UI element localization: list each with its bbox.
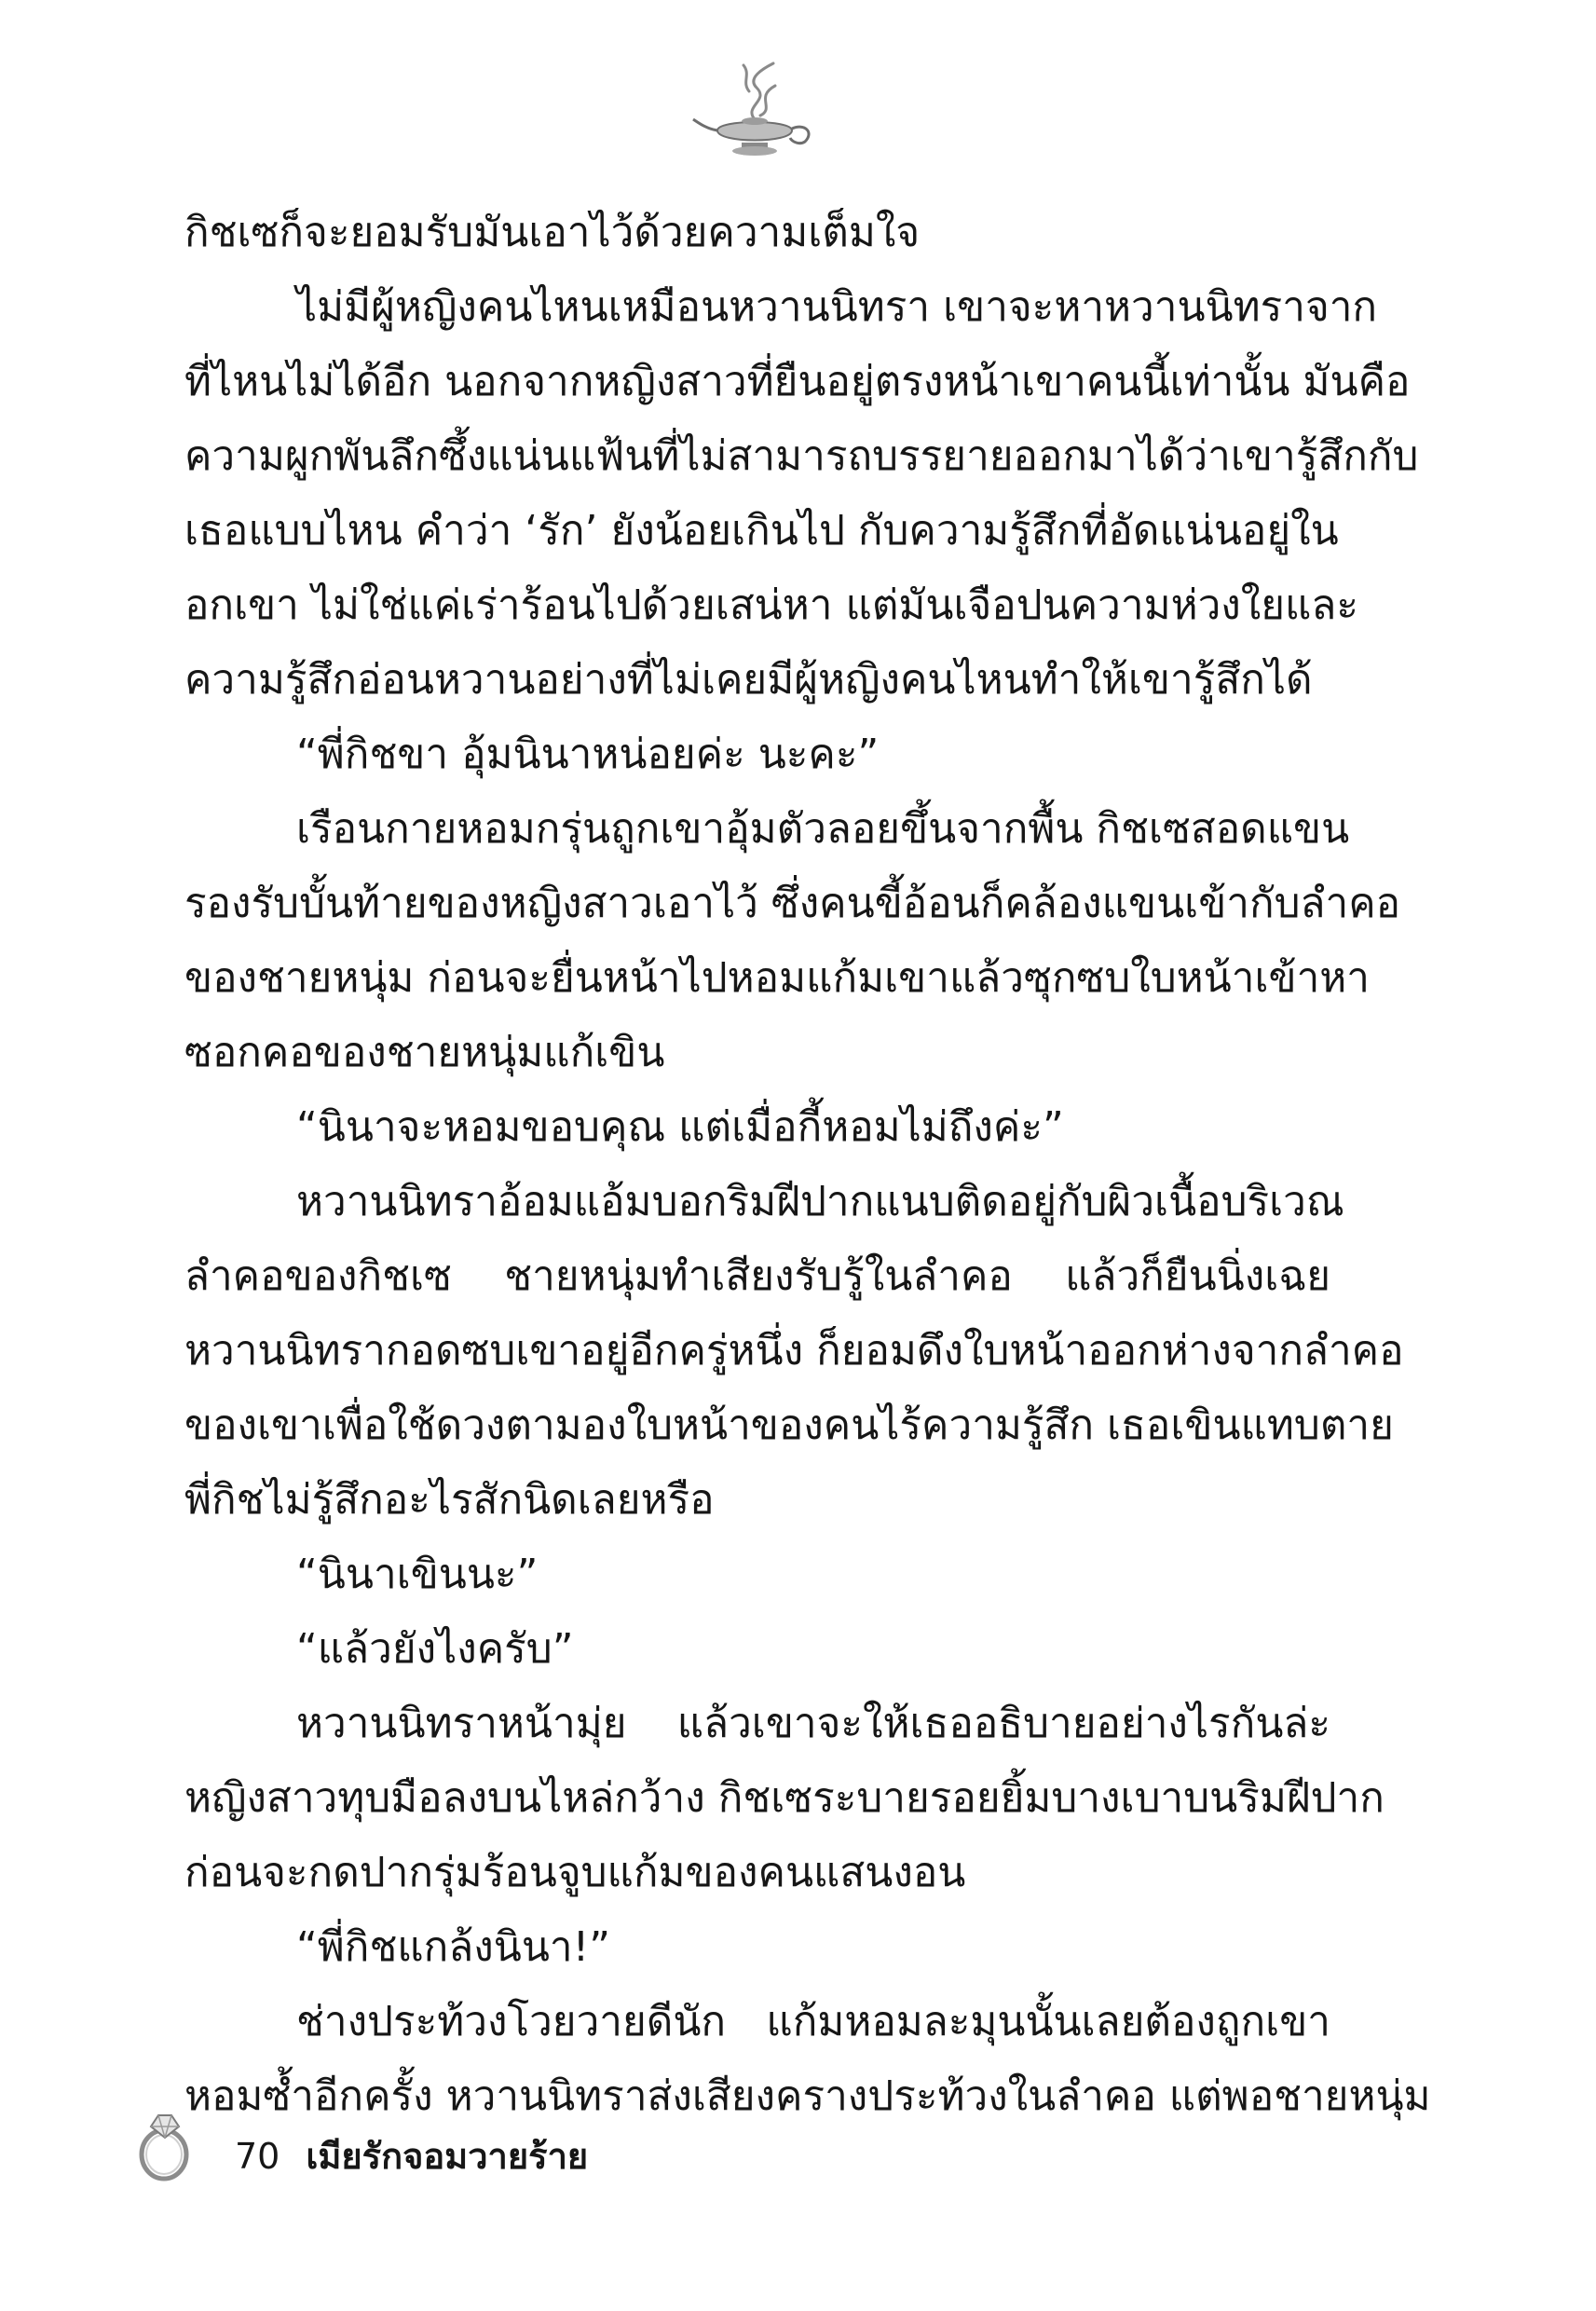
book-title: เมียรักจอมวายร้าย <box>306 2136 589 2177</box>
text-line: หญิงสาวทุบมือลงบนไหล่กว้าง กิชเซระบายรอยยิ้มบางเบาบนริมฝีปาก <box>184 1774 1385 1822</box>
text-line: ของเขาเพื่อใช้ดวงตามองใบหน้าของคนไร้ความรู้สึก เธอเขินแทบตาย <box>184 1402 1394 1449</box>
text-line: ลำคอของกิชเซ ชายหนุ่มทำเสียงรับรู้ในลำคอ แล้วก็ยืนนิ่งเฉย <box>184 1252 1330 1300</box>
text-line: ของชายหนุ่ม ก่อนจะยื่นหน้าไปหอมแก้มเขาแล้วซุกซบใบหน้าเข้าหา <box>184 954 1371 1002</box>
text-line: อกเขา ไม่ใช่แค่เร่าร้อนไปด้วยเสน่หา แต่มันเจือปนความห่วงใยและ <box>184 581 1358 629</box>
text-line: “นินาเขินนะ” <box>296 1551 539 1598</box>
text-line: ก่อนจะกดปากรุ่มร้อนจูบแก้มของคนแสนงอน <box>184 1849 966 1896</box>
text-line: “นินาจะหอมขอบคุณ แต่เมื่อกี้หอมไม่ถึงค่ะ” <box>296 1103 1064 1151</box>
text-line: ซอกคอของชายหนุ่มแก้เขิน <box>184 1029 665 1076</box>
text-line: เธอแบบไหน คำว่า ‘รัก’ ยังน้อยเกินไป กับความรู้สึกที่อัดแน่นอยู่ใน <box>184 507 1339 554</box>
diamond-ring-icon <box>130 2108 196 2182</box>
text-line: “พี่กิชแกล้งนินา!” <box>296 1923 611 1971</box>
text-line: ความรู้สึกอ่อนหวานอย่างที่ไม่เคยมีผู้หญิงคนไหนทำให้เขารู้สึกได้ <box>184 656 1313 704</box>
text-line: “พี่กิชขา อุ้มนินาหน่อยค่ะ นะคะ” <box>296 731 880 778</box>
text-line: หวานนิทรากอดซบเขาอยู่อีกครู่หนึ่ง ก็ยอมดึงใบหน้าออกห่างจากลำคอ <box>184 1327 1404 1374</box>
text-line: ไม่มีผู้หญิงคนไหนเหมือนหวานนิทรา เขาจะหาหวานนิทราจาก <box>296 283 1378 331</box>
text-line: พี่กิชไม่รู้สึกอะไรสักนิดเลยหรือ <box>184 1476 715 1524</box>
text-line: หวานนิทราอ้อมแอ้มบอกริมฝีปากแนบติดอยู่กับผิวเนื้อบริเวณ <box>296 1178 1344 1225</box>
text-line: “แล้วยังไงครับ” <box>296 1625 574 1673</box>
text-line: ช่างประท้วงโวยวายดีนัก แก้มหอมละมุนนั้นเลยต้องถูกเขา <box>296 1998 1330 2045</box>
text-line: ที่ไหนไม่ได้อีก นอกจากหญิงสาวที่ยืนอยู่ตรงหน้าเขาคนนี้เท่านั้น มันคือ <box>184 358 1411 405</box>
text-line: หวานนิทราหน้ามุ่ย แล้วเขาจะให้เธออธิบายอย่างไรกันล่ะ <box>296 1700 1330 1747</box>
page-footer <box>235 2136 588 2177</box>
text-line: รองรับบั้นท้ายของหญิงสาวเอาไว้ ซึ่งคนขี้อ้อนก็คล้องแขนเข้ากับลำคอ <box>184 880 1401 927</box>
text-line: หอมซ้ำอีกครั้ง หวานนิทราส่งเสียงครางประท้วงในลำคอ แต่พอชายหนุ่ม <box>184 2072 1431 2120</box>
text-line: กิชเซก็จะยอมรับมันเอาไว้ด้วยความเต็มใจ <box>184 209 921 256</box>
text-line: เรือนกายหอมกรุ่นถูกเขาอุ้มตัวลอยขึ้นจากพื้น กิชเซสอดแขน <box>296 805 1350 853</box>
text-line: ความผูกพันลึกซึ้งแน่นแฟ้นที่ไม่สามารถบรรยายออกมาได้ว่าเขารู้สึกกับ <box>184 432 1419 480</box>
genie-lamp-icon <box>689 54 820 166</box>
page-number: 70 <box>235 2136 280 2177</box>
